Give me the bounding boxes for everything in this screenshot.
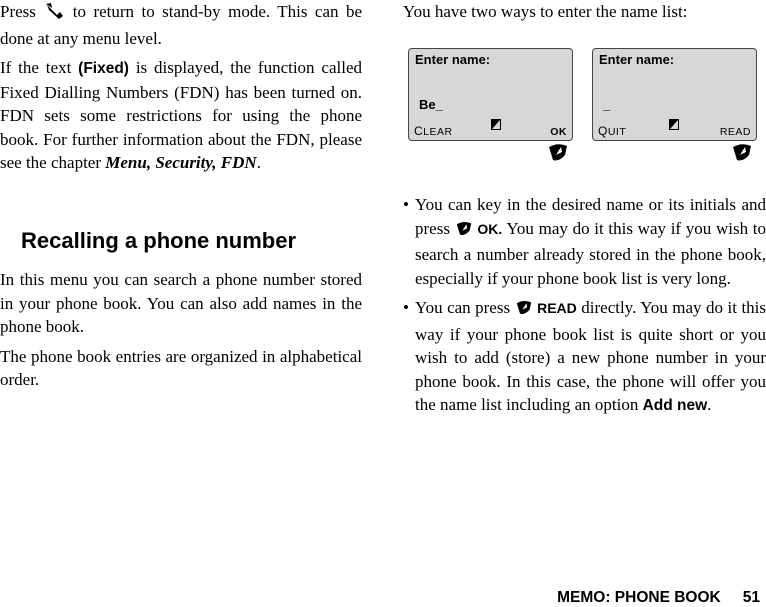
text: C	[414, 124, 424, 138]
softkey-right-icon	[547, 143, 569, 168]
left-column	[0, 0, 362, 175]
softkey-right-icon	[455, 220, 473, 244]
screen-entry: _	[603, 97, 611, 112]
text: You can key in the desired name or its initials and press	[415, 195, 766, 238]
chapter-reference: Menu, Security, FDN	[105, 153, 257, 172]
text: directly. You may do it this way if your phone book list is quite short or you wish to add (store) a new phone number in your phone book. In this case, the phone will offer you the name list including an option	[415, 298, 766, 414]
softkey-right-icon	[731, 143, 753, 168]
text: You may do it this way if you wish to search a number already stored in the phone book, especially if your phone book list is very long.	[415, 218, 766, 288]
key-label-ok: OK.	[477, 220, 503, 237]
bullet-list	[403, 193, 766, 418]
text: UIT	[607, 126, 627, 138]
text: If the text	[0, 58, 72, 77]
left-column-lower	[0, 268, 362, 392]
page-number: 51	[742, 589, 760, 606]
bullet-list-container	[403, 193, 766, 418]
right-column	[403, 0, 766, 24]
text: to return to stand-by mode. This can be done at any menu level.	[0, 2, 362, 48]
screen-label: Enter name:	[599, 52, 675, 67]
list-item	[403, 193, 766, 290]
text: .	[256, 153, 261, 172]
battery-icon	[669, 117, 679, 135]
text: is displayed, the function called Fixed Dialling Numbers (FDN) has been turned on. FDN sets some restrictions for using the phone book. For further information about the FDN, please see the chapter	[0, 58, 362, 172]
fixed-label: (Fixed)	[78, 60, 129, 77]
screen-label: Enter name:	[415, 52, 491, 67]
softkey-read: READ	[719, 126, 751, 138]
paragraph-standby	[0, 0, 362, 50]
text: You can press	[415, 298, 511, 317]
softkey-clear	[414, 124, 453, 138]
section-heading: Recalling a phone number	[21, 228, 297, 253]
paragraph-order: The phone book entries are organized in alphabetical order.	[0, 346, 362, 389]
text: Press	[0, 2, 36, 21]
paragraph-search: In this menu you can search a phone number stored in your phone book. You can also add names in the phone book.	[0, 270, 362, 336]
option-add-new: Add new	[642, 397, 708, 414]
page-footer	[557, 589, 760, 607]
phone-screen-search	[408, 48, 573, 141]
screen-entry: Be_	[419, 97, 443, 112]
softkey-ok: OK	[550, 126, 567, 138]
list-item	[403, 296, 766, 418]
softkey-quit	[598, 124, 626, 138]
softkey-right-icon	[515, 299, 533, 323]
section-title: MEMO: PHONE BOOK	[557, 589, 721, 606]
intro-text: You have two ways to enter the name list:	[403, 2, 688, 21]
phone-screen-read	[592, 48, 757, 141]
text: Q	[598, 124, 608, 138]
end-key-icon	[43, 2, 65, 27]
paragraph-fdn	[0, 56, 362, 175]
text: LEAR	[423, 126, 453, 138]
text: .	[707, 395, 712, 414]
battery-icon	[491, 117, 501, 135]
key-label-read: READ	[537, 300, 577, 316]
